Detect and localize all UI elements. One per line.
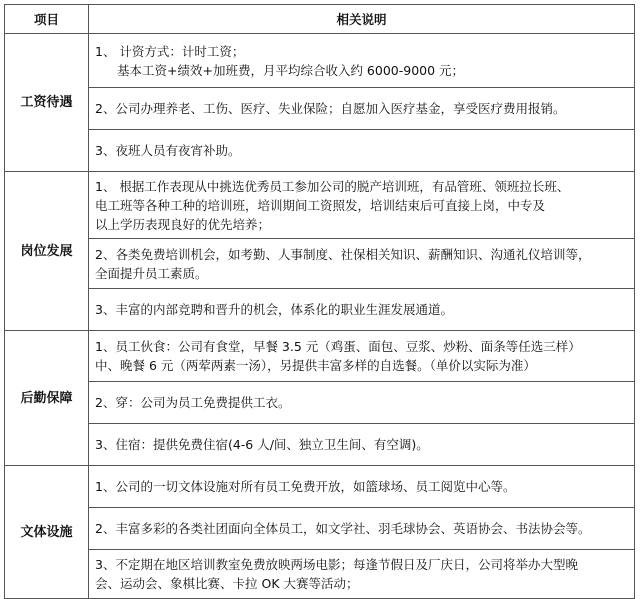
list-item: [89, 239, 635, 289]
header-description: 相关说明: [89, 5, 635, 34]
list-item: [89, 382, 635, 424]
table-row: [5, 88, 635, 130]
list-item: [89, 331, 635, 382]
item-line: 2、穿：公司为员工免费提供工衣。: [95, 395, 291, 410]
table-row: [5, 289, 635, 331]
table-row: [5, 130, 635, 172]
table-row: [5, 466, 635, 508]
item-line: 1、员工伙食：公司有食堂，早餐 3.5 元（鸡蛋、面包、豆浆、炒粉、面条等任选三样）: [95, 339, 581, 354]
list-item: [89, 130, 635, 172]
list-item: [89, 88, 635, 130]
list-item: [89, 289, 635, 331]
table-row: [5, 382, 635, 424]
item-line: 1、公司的一切文体设施对所有员工免费开放，如篮球场、员工阅览中心等。: [95, 479, 516, 494]
table-row: [5, 508, 635, 550]
table-row: [5, 34, 635, 88]
table-row: [5, 172, 635, 239]
item-line: 电工班等各种工种的培训班，培训期间工资照发，培训结束后可直接上岗，中专及: [95, 197, 546, 213]
item-line: 全面提升员工素质。: [95, 265, 208, 281]
list-item: [89, 424, 635, 466]
benefits-table: [4, 4, 635, 599]
item-line: 3、夜班人员有夜宵补助。: [95, 143, 241, 158]
list-item: [89, 466, 635, 508]
header-item: 项目: [5, 5, 89, 34]
item-line: 3、住宿：提供免费住宿(4-6 人/间、独立卫生间、有空调)。: [95, 437, 429, 452]
list-item: [89, 550, 635, 599]
item-line: 以上学历表现良好的优先培养；: [95, 216, 271, 232]
item-line: 会、运动会、象棋比赛、卡拉 OK 大赛等活动；: [95, 576, 359, 591]
item-line: 1、 根据工作表现从中挑选优秀员工参加公司的脱产培训班，有品管班、领班拉长班、: [95, 178, 570, 194]
table-row: [5, 424, 635, 466]
table-row: [5, 331, 635, 382]
item-line: 3、不定期在地区培训教室免费放映两场电影；每逢节假日及厂庆日，公司将举办大型晚: [95, 557, 578, 572]
category-logistics: 后勤保障: [5, 331, 89, 466]
list-item: [89, 508, 635, 550]
list-item: [89, 34, 635, 88]
item-line: 基本工资+绩效+加班费，月平均综合收入约 6000-9000 元；: [117, 62, 465, 78]
category-recreation: 文体设施: [5, 466, 89, 599]
item-line: 中、晚餐 6 元（两荤两素一汤），另提供丰富多样的自选餐。（单价以实际为准）: [95, 358, 536, 373]
item-line: 2、公司办理养老、工伤、医疗、失业保险；自愿加入医疗基金，享受医疗费用报销。: [95, 101, 566, 116]
item-line: 2、丰富多彩的各类社团面向全体员工，如文学社、羽毛球协会、英语协会、书法协会等。: [95, 521, 591, 536]
item-line: 2、各类免费培训机会，如考勤、人事制度、社保相关知识、薪酬知识、沟通礼仪培训等，: [95, 246, 591, 262]
category-salary: 工资待遇: [5, 34, 89, 172]
table-row: [5, 239, 635, 289]
item-line: 3、丰富的内部竞聘和晋升的机会，体系化的职业生涯发展通道。: [95, 302, 453, 317]
header-row: [5, 5, 635, 34]
list-item: [89, 172, 635, 239]
item-line: 1、 计资方式：计时工资；: [95, 43, 245, 59]
table-row: [5, 550, 635, 599]
category-career: 岗位发展: [5, 172, 89, 331]
